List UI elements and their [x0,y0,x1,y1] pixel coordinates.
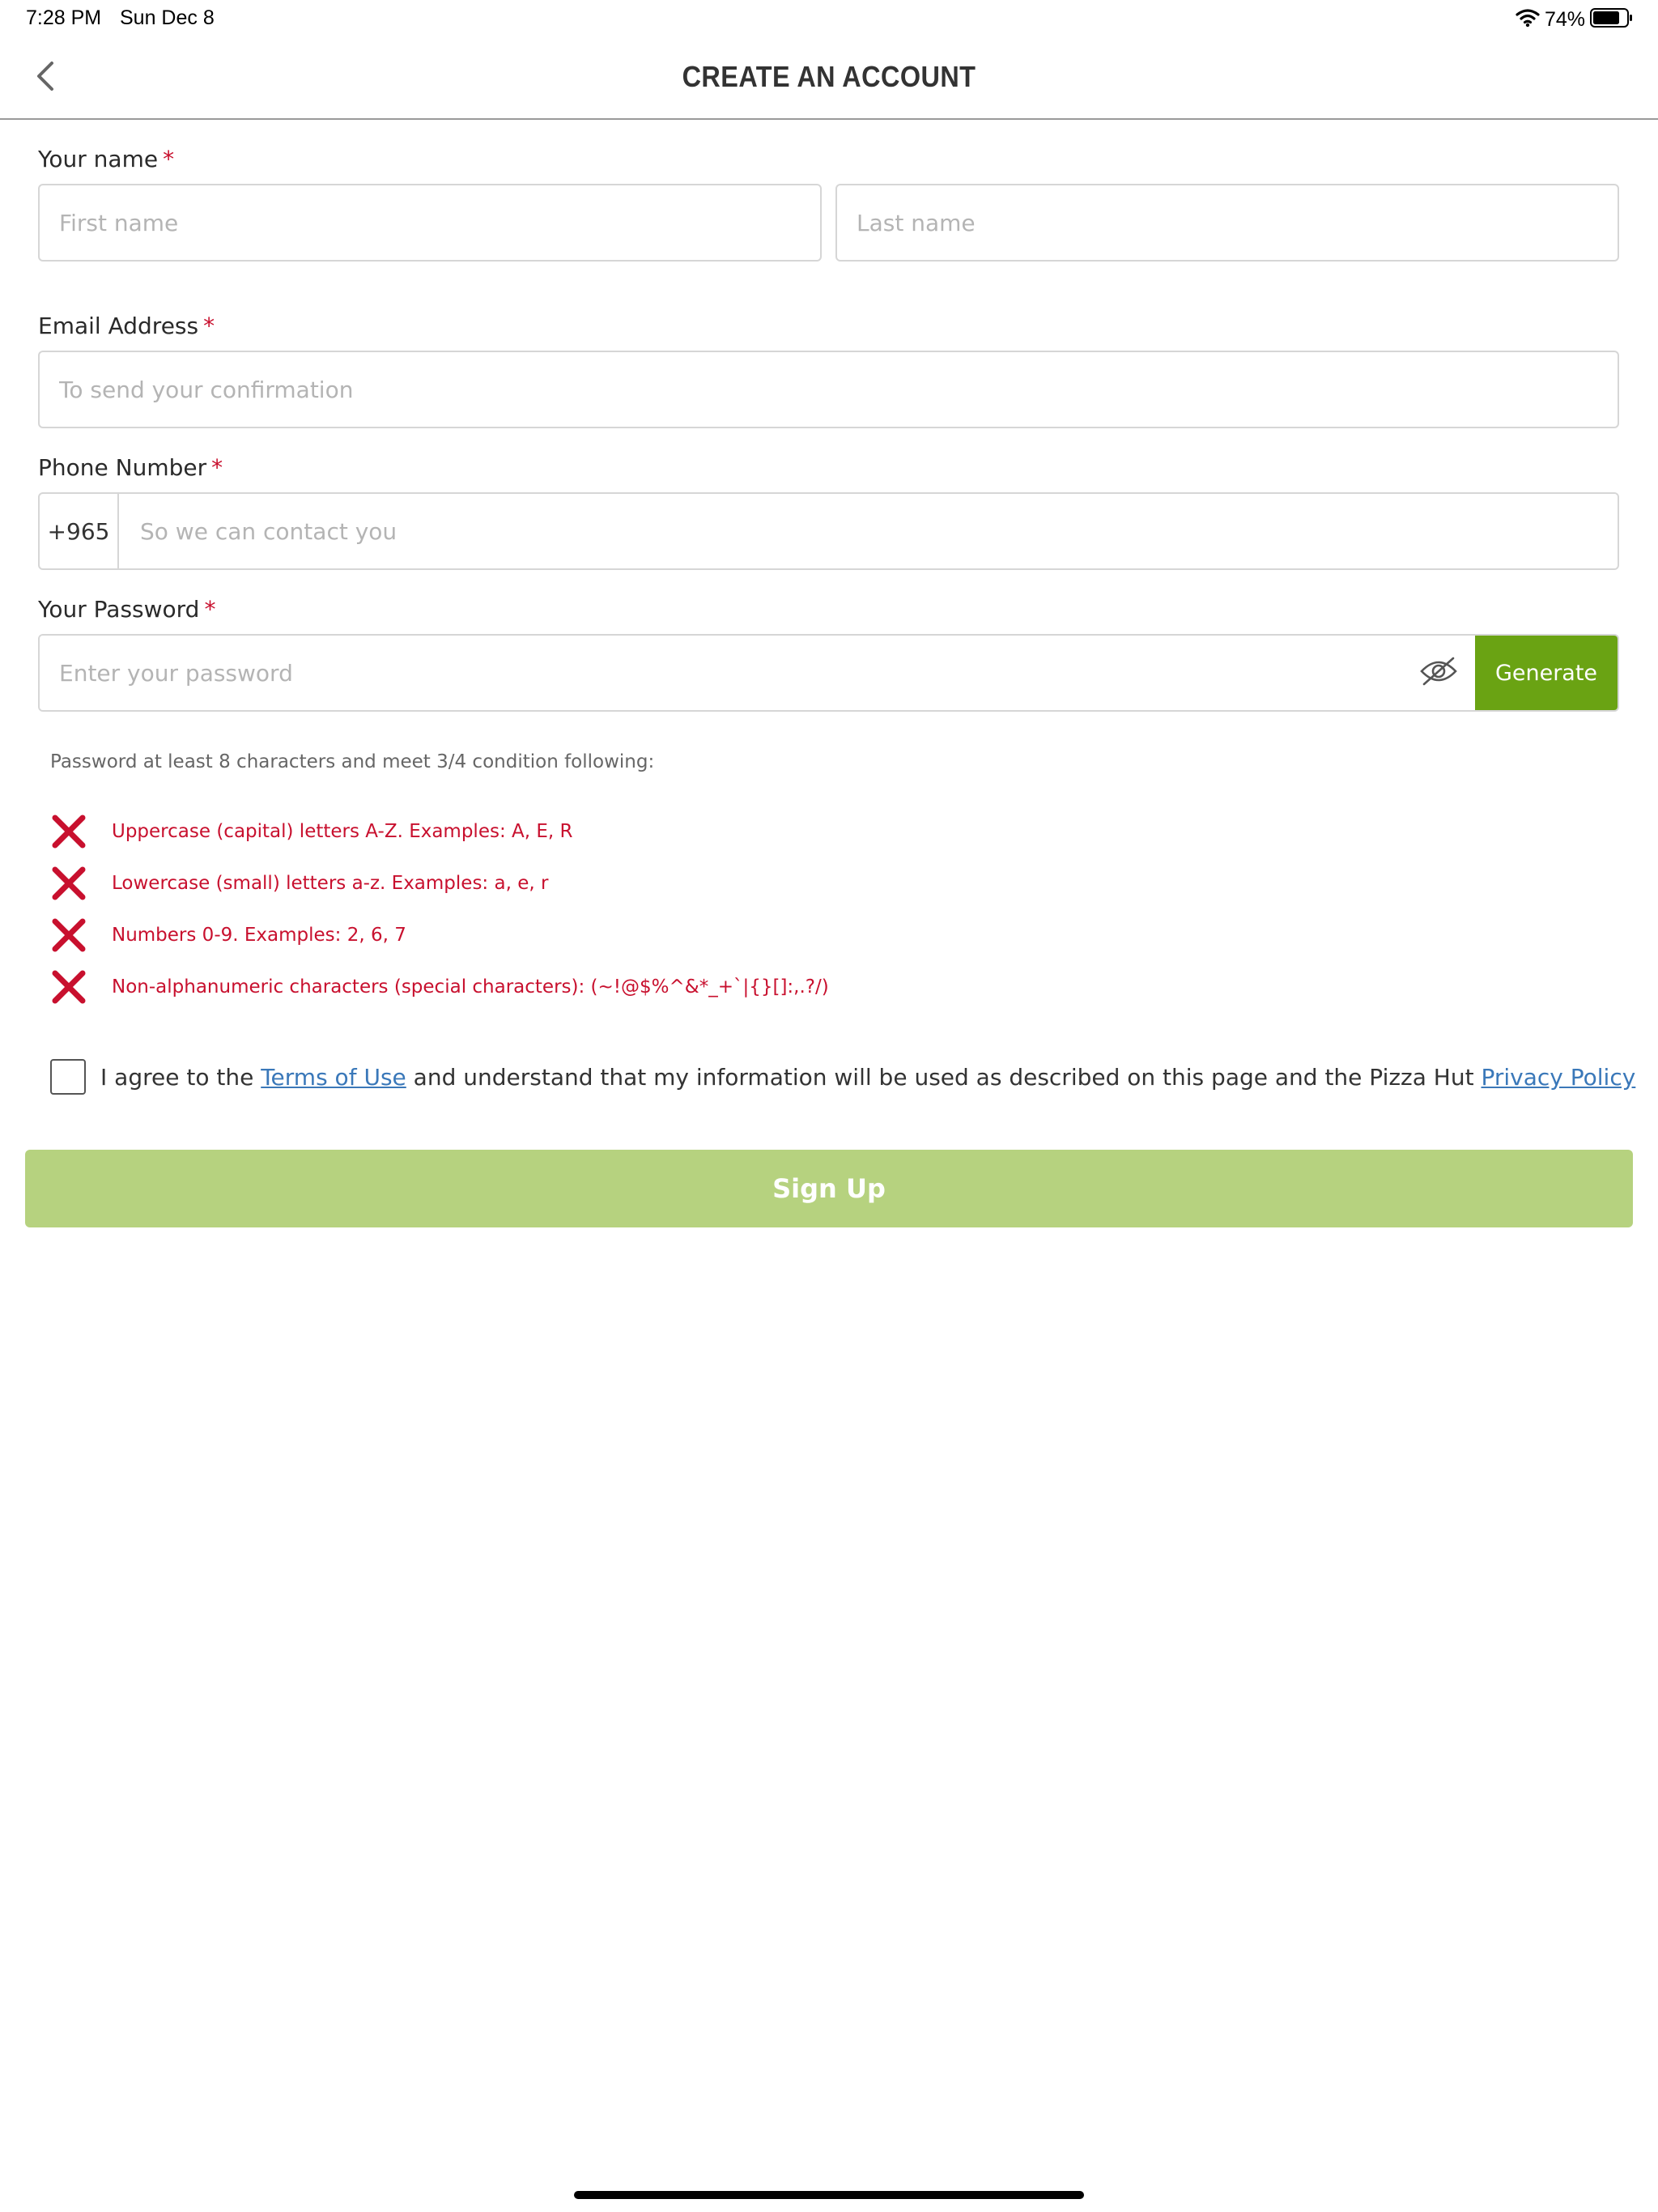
required-mark: * [204,596,216,623]
x-mark-icon [49,863,89,904]
phone-label [38,454,223,481]
email-input[interactable] [38,351,1619,428]
password-visibility-toggle[interactable] [1402,636,1475,710]
generate-password-button[interactable]: Generate [1475,636,1618,710]
password-label [38,596,215,623]
name-label-text: Your name [38,146,159,172]
status-indicators [1516,5,1634,34]
battery-icon [1590,7,1634,32]
phone-field [38,492,1619,570]
password-rule-lowercase [49,857,829,909]
agree-checkbox[interactable] [50,1059,86,1095]
status-date: Sun Dec 8 [120,6,215,29]
required-mark: * [211,454,223,481]
nav-bar [0,39,1658,120]
password-input[interactable] [40,636,1402,710]
password-label-text: Your Password [38,596,200,623]
agreement-row [50,1059,1635,1095]
status-time: 7:28 PM [26,6,102,29]
chevron-left-icon [34,60,57,96]
password-rule-text: Numbers 0-9. Examples: 2, 6, 7 [112,925,406,946]
password-field [38,634,1619,712]
email-label [38,313,215,339]
x-mark-icon [49,811,89,852]
agreement-text [100,1064,1635,1091]
name-label [38,146,174,172]
phone-label-text: Phone Number [38,454,207,481]
battery-percent: 74% [1544,7,1585,31]
email-label-text: Email Address [38,313,199,339]
privacy-policy-link[interactable]: Privacy Policy [1481,1063,1636,1091]
password-rule-text: Uppercase (capital) letters A-Z. Examples: A, E, R [112,821,573,842]
x-mark-icon [49,915,89,955]
eye-slash-icon [1419,655,1458,691]
sign-up-button[interactable]: Sign Up [25,1150,1633,1227]
password-rule-numbers [49,909,829,961]
password-rule-uppercase [49,806,829,857]
page-title: CREATE AN ACCOUNT [682,60,976,93]
required-mark: * [203,313,215,339]
password-rules-list [49,806,829,1013]
country-code[interactable]: +965 [40,494,119,568]
password-rule-text: Lowercase (small) letters a-z. Examples: a, e, r [112,873,549,894]
terms-of-use-link[interactable]: Terms of Use [261,1063,406,1091]
back-button[interactable] [23,55,68,100]
password-hint: Password at least 8 characters and meet 3/4 condition following: [50,751,655,772]
status-bar [0,0,1658,39]
first-name-input[interactable] [38,184,822,262]
home-indicator [574,2191,1084,2199]
password-rule-text: Non-alphanumeric characters (special characters): (~!@$%^&*_+`|{}[]:,.?/) [112,976,829,998]
agreement-text-part: and understand that my information will be used as described on this page and the Pizza Hut [406,1063,1482,1091]
required-mark: * [163,146,175,172]
phone-input[interactable] [119,494,1618,568]
password-rule-special [49,961,829,1013]
agreement-text-part: I agree to the [100,1063,261,1091]
wifi-icon [1516,8,1540,31]
x-mark-icon [49,967,89,1007]
last-name-input[interactable] [835,184,1619,262]
